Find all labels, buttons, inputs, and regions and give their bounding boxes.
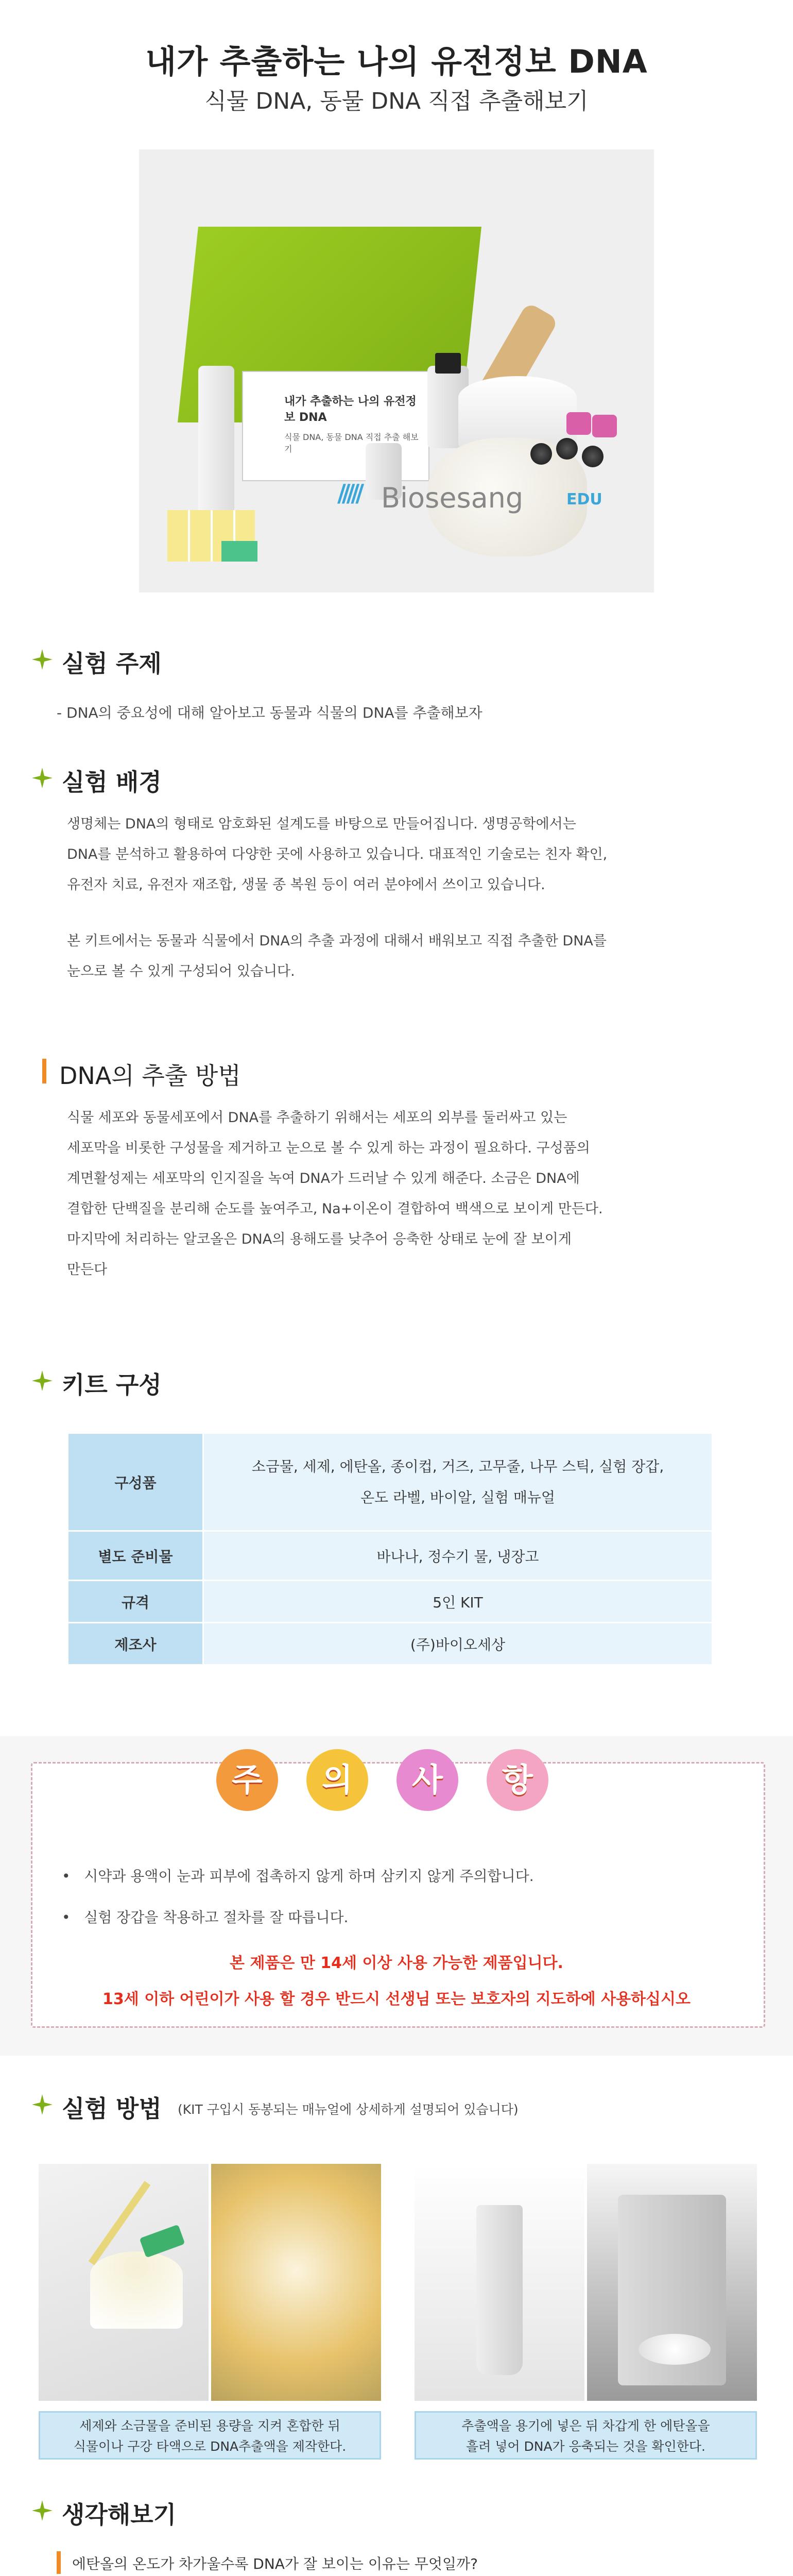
page-title: 내가 추출하는 나의 유전정보 DNA bbox=[145, 43, 648, 80]
pink-cap bbox=[566, 412, 591, 435]
age-warning: 본 제품은 만 14세 이상 사용 가능한 제품입니다. bbox=[230, 1954, 563, 1972]
star-icon bbox=[32, 649, 53, 670]
section-title-experiment: 실험 방법 bbox=[62, 2095, 162, 2123]
table-key: 규격 bbox=[68, 1581, 203, 1623]
star-icon bbox=[32, 768, 53, 788]
table-value: 5인 KIT bbox=[203, 1581, 713, 1623]
caption-mixing: 세제와 소금물을 준비된 용량을 지켜 혼합한 뒤 식물이나 구강 타액으로 DNA추출액을 제작한다. bbox=[39, 2411, 381, 2460]
table-row bbox=[68, 1581, 713, 1623]
photo-mixing bbox=[39, 2164, 209, 2401]
section-bar-icon bbox=[42, 1059, 46, 1083]
table-row bbox=[68, 1433, 713, 1531]
logo-edu: EDU bbox=[566, 490, 602, 509]
paper-cup bbox=[458, 376, 577, 448]
section-title-background: 실험 배경 bbox=[62, 768, 162, 796]
logo-text: Biosesang bbox=[381, 482, 524, 514]
photo-extract-bag bbox=[211, 2164, 381, 2401]
section-title-think: 생각해보기 bbox=[62, 2501, 177, 2529]
photo-dna-precipitate bbox=[587, 2164, 757, 2401]
supervision-warning: 13세 이하 어린이가 사용 할 경우 반드시 선생님 또는 보호자의 지도하에 사용하십시오 bbox=[102, 1990, 691, 2008]
caution-item: • 실험 장갑을 착용하고 절차를 잘 따릅니다. bbox=[62, 1909, 349, 1926]
biosesang-logo-icon: ///// bbox=[337, 479, 360, 507]
table-row bbox=[68, 1531, 713, 1581]
table-key: 제조사 bbox=[68, 1623, 203, 1665]
kit-box-label: 내가 추출하는 나의 유전정보 DNA 식물 DNA, 동물 DNA 직접 추출 해보기 bbox=[242, 371, 429, 481]
table-row bbox=[68, 1623, 713, 1665]
think-question: 에탄올의 온도가 차가울수록 DNA가 잘 보이는 이유는 무엇일까? bbox=[72, 2555, 478, 2572]
section-title-kit: 키트 구성 bbox=[62, 1371, 162, 1399]
star-icon bbox=[32, 2500, 53, 2521]
table-key: 구성품 bbox=[68, 1433, 203, 1531]
caution-char: 사 bbox=[396, 1749, 458, 1811]
kit-table bbox=[67, 1432, 713, 1666]
table-value: (주)바이오세상 bbox=[203, 1623, 713, 1665]
caution-char: 의 bbox=[306, 1749, 368, 1811]
caution-char: 항 bbox=[487, 1749, 548, 1811]
green-tube-rack bbox=[221, 541, 257, 562]
product-image bbox=[139, 149, 654, 592]
caption-precipitate: 추출액을 용기에 넣은 뒤 차갑게 한 에탄올을 흘려 넣어 DNA가 응축되는 것을 확인한다. bbox=[415, 2411, 757, 2460]
bottle-cap bbox=[435, 353, 461, 374]
section-title-topic: 실험 주제 bbox=[62, 650, 162, 677]
table-key: 별도 준비물 bbox=[68, 1531, 203, 1581]
question-bar-icon bbox=[57, 2551, 61, 2574]
topic-text: - DNA의 중요성에 대해 알아보고 동물과 식물의 DNA를 추출해보자 bbox=[57, 704, 482, 721]
vial-cap bbox=[530, 443, 552, 465]
background-text: 생명체는 DNA의 형태로 암호화된 설계도를 바탕으로 만들어집니다. 생명공학에서는 DNA를 분석하고 활용하여 다양한 곳에 사용하고 있습니다. 대표적인 기술로는 친자 확인, 유전자 치료, 유전자 재조합, 생물 종 복원 등이 여러 분야에서 쓰이고 있습니다. 본 키트에서는 동물과 식물에서 DNA의 추출 과정에 대해서 배워보고 직접 추출한 DNA를 눈으로 볼 수 있게 구성되어 있습니다. bbox=[67, 816, 608, 979]
method-text: 식물 세포와 동물세포에서 DNA를 추출하기 위해서는 세포의 외부를 둘러싸고 있는 세포막을 비롯한 구성물을 제거하고 눈으로 볼 수 있게 하는 과정이 필요하다. 구성품의 계면활성제는 세포막의 인지질을 녹여 DNA가 드러날 수 있게 해준다. 소금은 DNA에 결합한 단백질을 분리해 순도를 높여주고, Na+이온이 결합하여 백색으로 보이게 만든다. 마지막에 처리하는 알코올은 DNA의 용해도를 낮추어 응축한 상태로 눈에 잘 보이게 만든다 bbox=[67, 1110, 603, 1278]
page-subtitle: 식물 DNA, 동물 DNA 직접 추출해보기 bbox=[204, 88, 589, 114]
section-title-method: DNA의 추출 방법 bbox=[59, 1062, 241, 1090]
vial-cap bbox=[582, 446, 604, 467]
caution-char: 주 bbox=[216, 1749, 278, 1811]
pink-cap bbox=[592, 415, 617, 437]
photo-test-tube bbox=[415, 2164, 584, 2401]
vial-cap bbox=[556, 438, 578, 460]
experiment-note: (KIT 구입시 동봉되는 매뉴얼에 상세하게 설명되어 있습니다) bbox=[178, 2102, 519, 2117]
caution-item: • 시약과 용액이 눈과 피부에 접촉하지 않게 하며 삼키지 않게 주의합니다. bbox=[62, 1868, 534, 1885]
star-icon bbox=[32, 2094, 53, 2115]
table-value: 바나나, 정수기 물, 냉장고 bbox=[203, 1531, 713, 1581]
table-value: 소금물, 세제, 에탄올, 종이컵, 거즈, 고무줄, 나무 스틱, 실험 장갑, 온도 라벨, 바이알, 실험 매뉴얼 bbox=[203, 1433, 713, 1531]
star-icon bbox=[32, 1370, 53, 1391]
